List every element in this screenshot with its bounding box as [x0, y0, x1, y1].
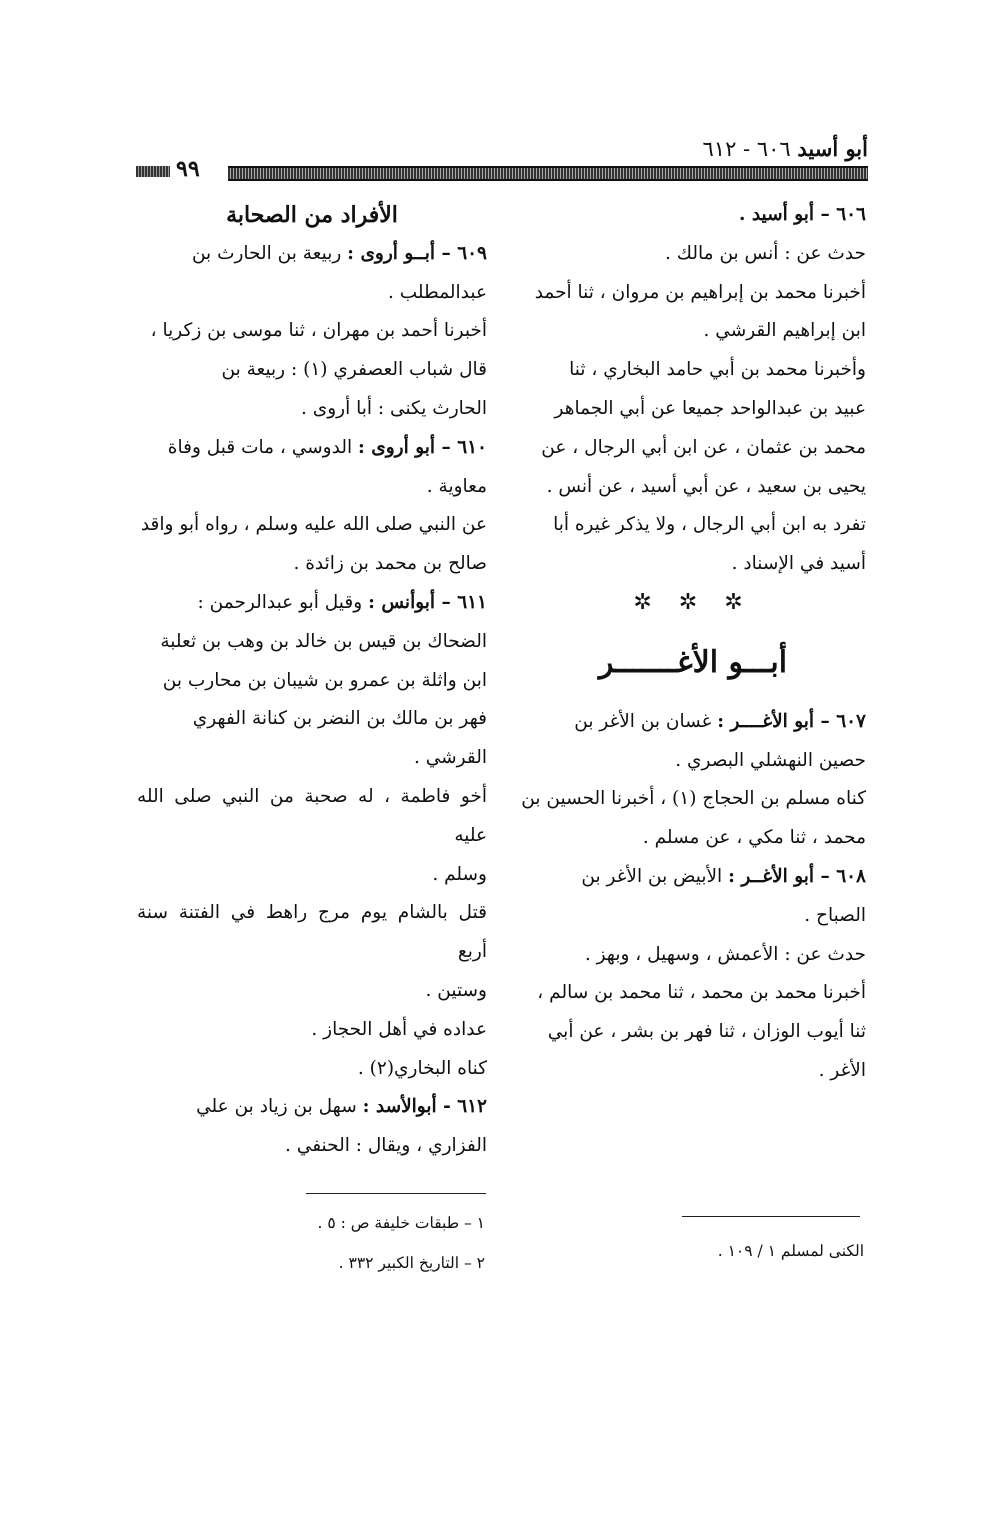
left-footnote-1: ١ – طبقات خليفة ص : ٥ .: [317, 1214, 485, 1232]
section-title-sahaba: الأفراد من الصحابة: [226, 202, 398, 228]
text-line: أسيد في الإسناد .: [731, 553, 866, 575]
running-title: أبو أسيد: [797, 136, 868, 161]
entry-612-heading: ٦١٢ - أبوالأسد :: [362, 1096, 487, 1118]
text-line: ثنا أيوب الوزان ، ثنا فهر بن بشر ، عن أبي: [547, 1021, 866, 1043]
text-line: كناه البخاري(٢) .: [357, 1057, 487, 1079]
entry-608-heading: ٦٠٨ – أبو الأغــر :: [728, 865, 866, 887]
text-line: قال شباب العصفري (١) : ربيعة بن: [221, 359, 487, 381]
running-range: ٦٠٦ - ٦١٢: [702, 137, 791, 161]
left-footnote-2: ٢ – التاريخ الكبير ٣٣٢ .: [338, 1254, 485, 1272]
text-span: الأبيض بن الأغر بن: [581, 865, 723, 887]
header-rule: [228, 166, 868, 181]
text-line: معاوية .: [426, 475, 487, 497]
text-line: محمد ، ثنا مكي ، عن مسلم .: [642, 827, 866, 849]
text-line: الحارث يكنى : أبا أروى .: [300, 397, 487, 419]
right-column: [520, 196, 866, 1091]
text-line: فهر بن مالك بن النضر بن كنانة الفهري: [192, 708, 487, 730]
text-line: قتل بالشام يوم مرج راهط في الفتنة سنة أربع: [137, 902, 487, 963]
text-line: الصباح .: [804, 904, 866, 926]
text-line: كناه مسلم بن الحجاج (١) ، أخبرنا الحسين بن: [521, 788, 866, 810]
entry-610-heading: ٦١٠ – أبو أروى :: [358, 436, 487, 458]
entry-610-first-line: [137, 429, 487, 468]
page-number: ٩٩: [176, 156, 200, 182]
text-line: حصين النهشلي البصري .: [675, 749, 866, 771]
text-line: عداده في أهل الحجاز .: [311, 1018, 487, 1040]
entry-608-first-line: [520, 858, 866, 897]
right-footnote-rule: [682, 1216, 860, 1217]
entry-611-heading: ٦١١ – أبوأنس :: [368, 591, 487, 613]
page-number-ornament: [136, 166, 170, 177]
text-line: عبدالمطلب .: [387, 281, 487, 303]
text-span: سهل بن زياد بن علي: [196, 1096, 357, 1118]
text-line: أخبرنا محمد بن محمد ، ثنا محمد بن سالم ،: [537, 982, 866, 1004]
text-span: الدوسي ، مات قبل وفاة: [167, 436, 353, 458]
text-span: وقيل أبو عبدالرحمن :: [197, 591, 363, 613]
text-line: أخبرنا أحمد بن مهران ، ثنا موسى بن زكريا ،: [150, 320, 487, 342]
entry-607-first-line: [520, 703, 866, 742]
text-line: الضحاك بن قيس بن خالد بن وهب بن ثعلبة: [160, 630, 487, 652]
running-header: [703, 136, 868, 161]
entry-609-heading: ٦٠٩ – أبــو أروى :: [347, 242, 487, 264]
entry-606-heading: ٦٠٦ – أبو أسيد .: [738, 204, 866, 225]
left-footnote-rule: [306, 1193, 486, 1194]
text-line: محمد بن عثمان ، عن ابن أبي الرجال ، عن: [541, 436, 866, 458]
text-span: غسان بن الأغر بن: [574, 710, 712, 732]
stars-divider: ✲ ✲ ✲: [633, 589, 753, 615]
text-line: وأخبرنا محمد بن أبي حامد البخاري ، ثنا: [569, 359, 866, 381]
entry-611-first-line: [137, 584, 487, 623]
text-line: حدث عن : أنس بن مالك .: [665, 242, 866, 264]
text-line: ابن إبراهيم القرشي .: [703, 320, 866, 342]
section-title-abu-al-agharr: أبـــو الأغـــــــر: [598, 644, 788, 680]
text-span: ربيعة بن الحارث بن: [191, 242, 342, 264]
text-line: حدث عن : الأعمش ، وسهيل ، وبهز .: [584, 943, 866, 965]
text-line: أخبرنا محمد بن إبراهيم بن مروان ، ثنا أحمد: [534, 281, 866, 303]
text-line: تفرد به ابن أبي الرجال ، ولا يذكر غيره أبا: [553, 514, 866, 536]
entry-612-first-line: [137, 1088, 487, 1127]
entry-609-first-line: [137, 235, 487, 274]
text-line: وسلم .: [432, 863, 487, 885]
text-line: يحيى بن سعيد ، عن أبي أسيد ، عن أنس .: [546, 475, 866, 497]
text-line: عن النبي صلى الله عليه وسلم ، رواه أبو واقد: [140, 514, 487, 536]
text-line: وستين .: [425, 979, 487, 1001]
text-line: أخو فاطمة ، له صحبة من النبي صلى الله عليه: [137, 785, 487, 846]
left-column: [137, 196, 487, 1166]
text-line: القرشي .: [413, 747, 487, 769]
text-line: صالح بن محمد بن زائدة .: [293, 553, 487, 575]
text-line: الفزاري ، ويقال : الحنفي .: [285, 1135, 487, 1157]
text-line: عبيد بن عبدالواحد جميعا عن أبي الجماهر: [554, 397, 866, 419]
text-line: ابن واثلة بن عمرو بن شيبان بن محارب بن: [162, 669, 487, 691]
entry-607-heading: ٦٠٧ – أبو الأغــــر :: [717, 710, 866, 732]
right-footnote: الكنى لمسلم ١ / ١٠٩ .: [717, 1242, 864, 1260]
text-line: الأغر .: [818, 1059, 866, 1081]
